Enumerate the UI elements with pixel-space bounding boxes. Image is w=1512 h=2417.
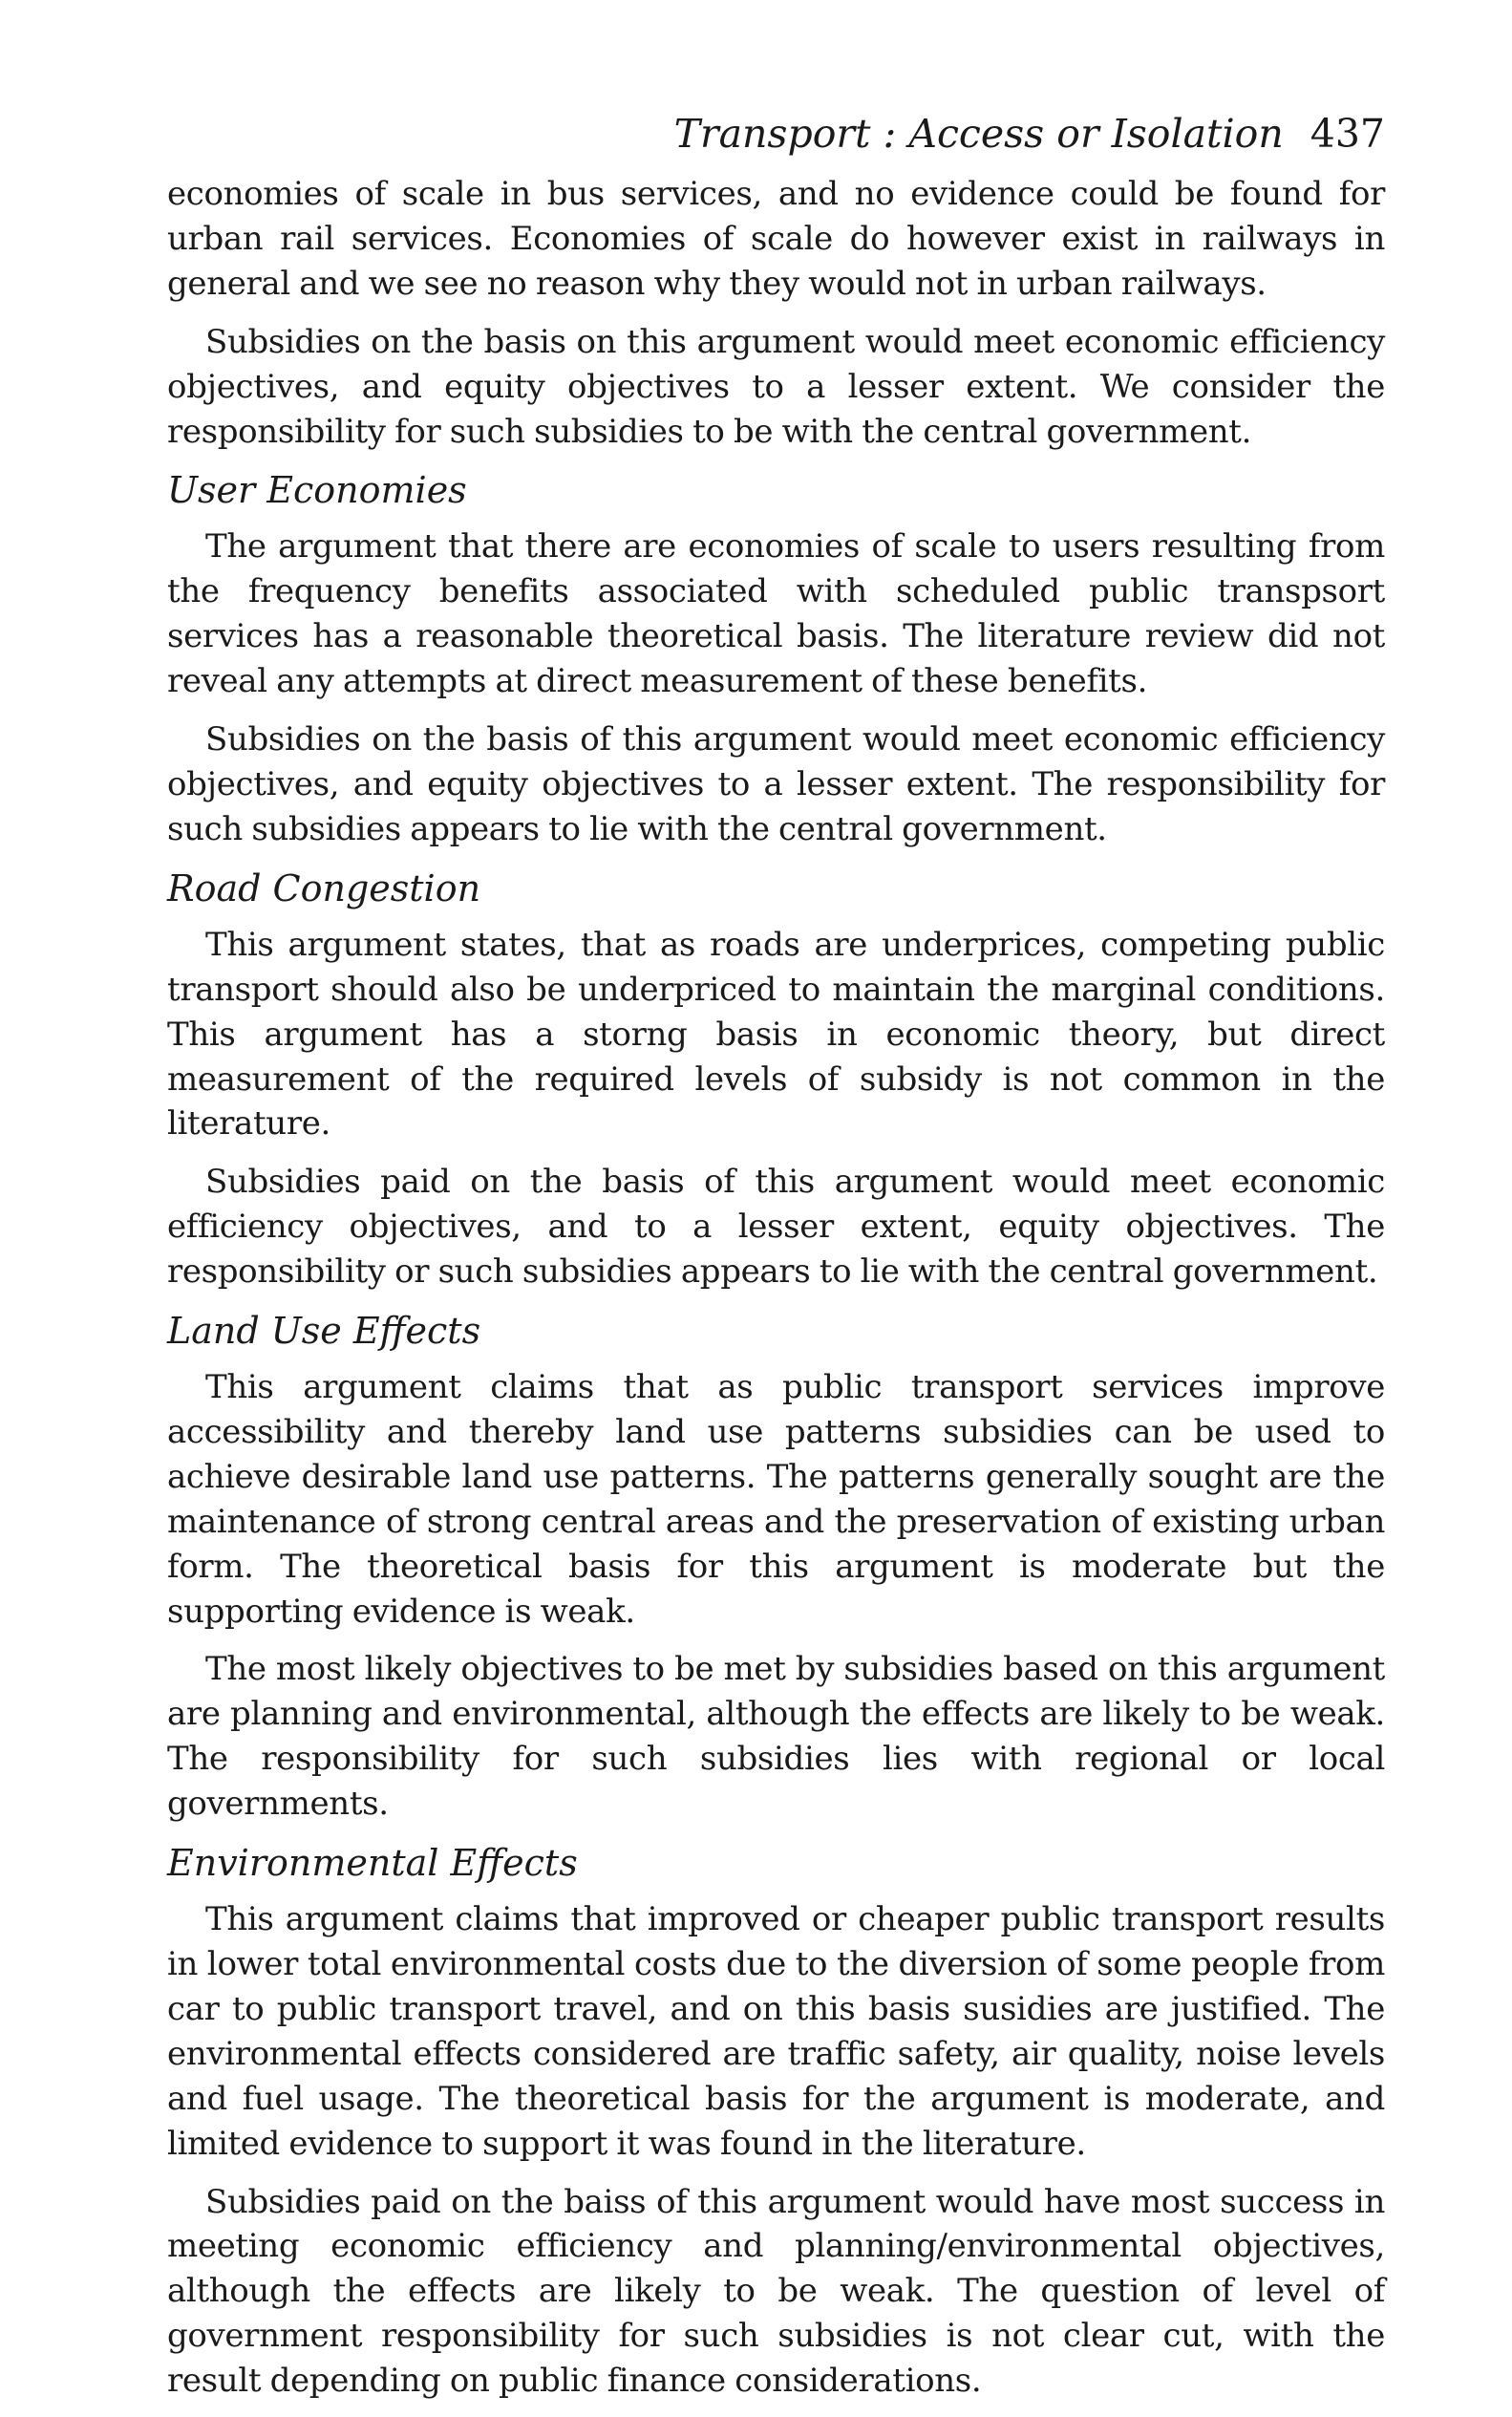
paragraph-land-use-argument: This argument claims that as public transport services improve accessibility and thereby land use patterns subsidies can be used to achieve desirable land use patterns. The patterns generally sought are the maintenance of strong central areas and the preservation of existing urban form. The theoretical basis for this argument is moderate but the supporting evidence is weak. (167, 1368, 1385, 1631)
running-head (167, 103, 1385, 164)
paragraph-land-use-conclusion: The most likely objectives to be met by subsidies based on this argument are planning and environmental, although the effects are likely to be weak. The responsibility for such subsidies lies with regional or local governments. (167, 1650, 1385, 1824)
section-heading-environmental-effects: Environmental Effects (167, 1842, 578, 1885)
running-head-title: Transport : Access or Isolation (673, 111, 1284, 157)
section-heading-land-use-effects: Land Use Effects (167, 1310, 481, 1353)
paragraph-user-economies-conclusion: Subsidies on the basis of this argument would meet economic efficiency objectives, and equity objectives to a lesser extent. The responsibility for such subsidies appears to lie with the central government. (167, 720, 1385, 848)
page-number: 437 (1310, 111, 1385, 157)
paragraph-intro-conclusion: Subsidies on the basis on this argument would meet economic efficiency objectives, and equity objectives to a lesser extent. We consider the responsibility for such subsidies to be with the central government. (167, 322, 1385, 451)
section-heading-road-congestion: Road Congestion (167, 866, 481, 909)
paragraph-environmental-argument: This argument claims that improved or cheaper public transport results in lower total environmental costs due to the diversion of some people from car to public transport travel, and on this basis susidies are justified. The environmental effects considered are traffic safety, air quality, noise levels and fuel usage. The theoretical basis for the argument is moderate, and limited evidence to support it was found in the literature. (167, 1900, 1385, 2163)
paragraph-environmental-conclusion: Subsidies paid on the baiss of this argument would have most success in meeting economic efficiency and planning/environmental objectives, although the effects are likely to be weak. The question of level of government responsibility for such subsidies is not clear cut, with the result depending on public finance considerations. (167, 2182, 1385, 2401)
paragraph-intro-continuation: economies of scale in bus services, and no evidence could be found for urban rail services. Economies of scale do however exist in railways in general and we see no reason why they would not in urban railways. (167, 175, 1385, 303)
book-page (167, 103, 1385, 2417)
section-heading-user-economies: User Economies (167, 469, 467, 512)
paragraph-road-congestion-argument: This argument states, that as roads are underprices, competing public transport should also be underpriced to maintain the marginal conditions. This argument has a storng basis in economic theory, but direct measurement of the required levels of subsidy is not common in the literature. (167, 925, 1385, 1144)
paragraph-road-congestion-conclusion: Subsidies paid on the basis of this argument would meet economic efficiency objectives, and to a lesser extent, equity objectives. The responsibility or such subsidies appears to lie with the central government. (167, 1163, 1385, 1292)
paragraph-user-economies-argument: The argument that there are economies of scale to users resulting from the frequency benefits associated with scheduled public transpsort services has a reasonable theoretical basis. The literature review did not reveal any attempts at direct measurement of these benefits. (167, 527, 1385, 701)
